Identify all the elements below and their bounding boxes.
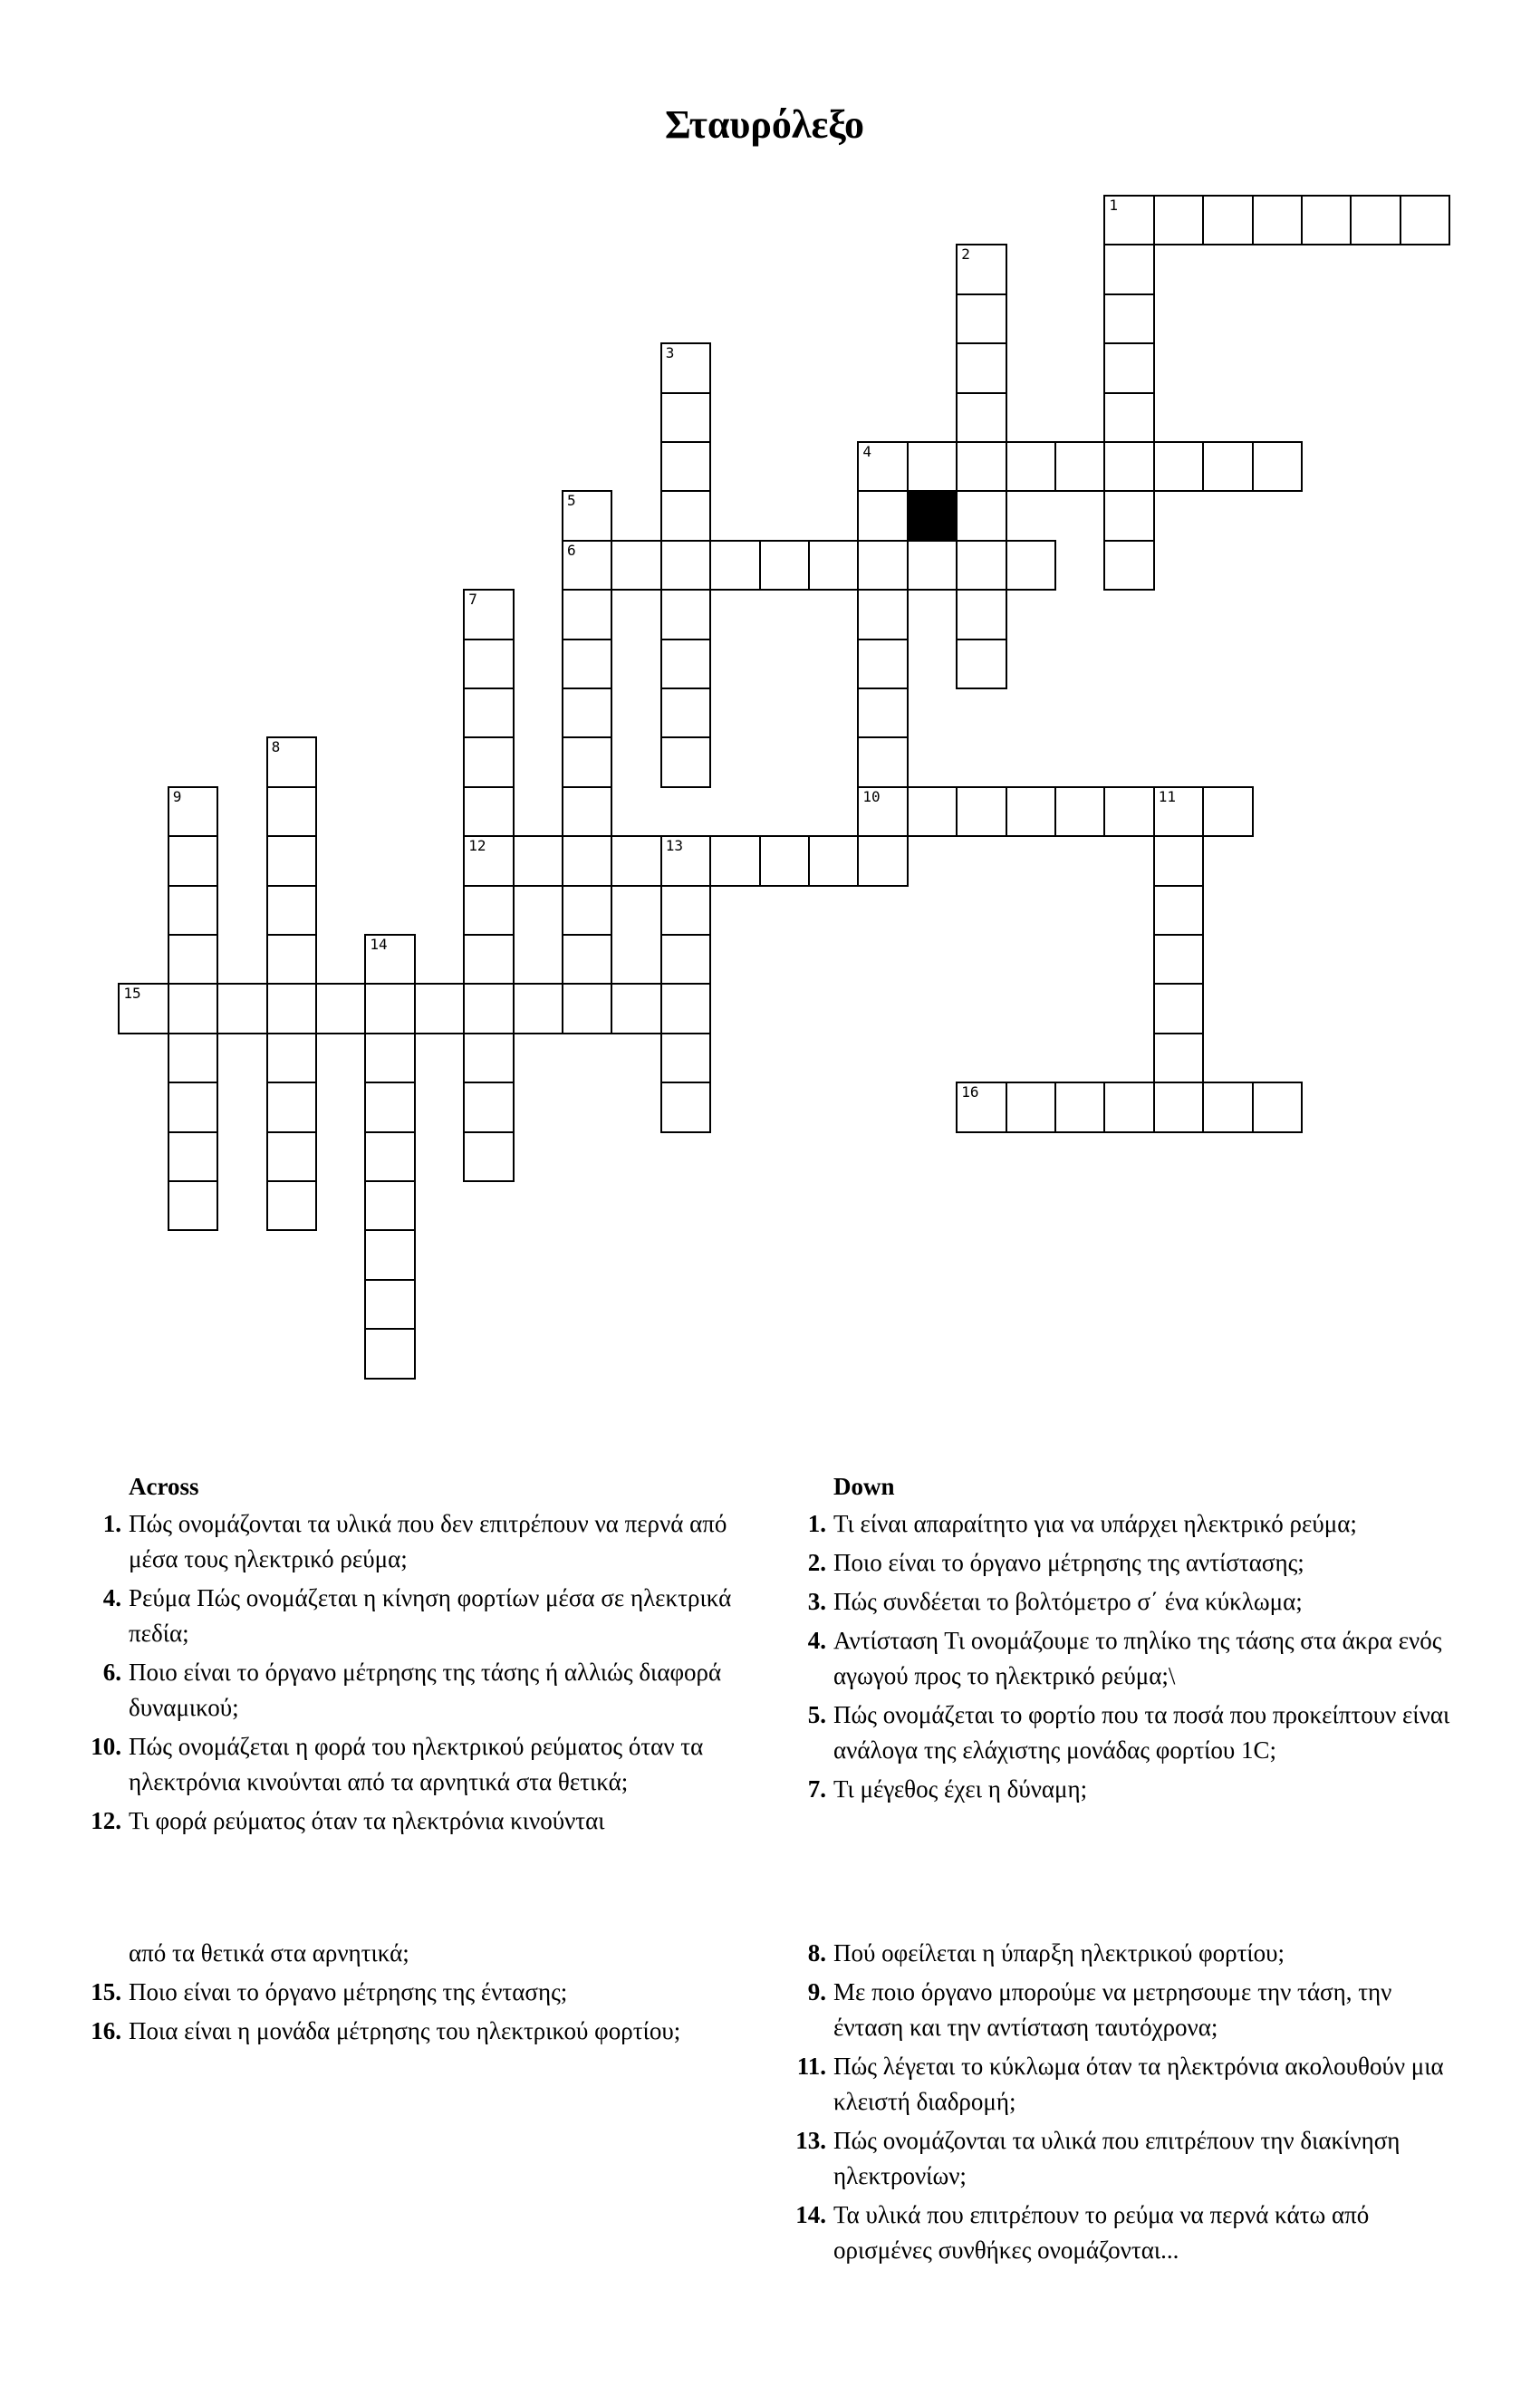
clue-number: 1. [102, 1510, 121, 1537]
clue-number: 6. [102, 1659, 121, 1686]
clue-number: 10. [91, 1733, 121, 1760]
across-clue-12-continuation: από τα θετικά στα αρνητικά; [129, 1939, 409, 1967]
cell-number: 8 [271, 738, 281, 756]
grid-cell[interactable] [1006, 1082, 1056, 1132]
clue-text: Τι φορά ρεύματος όταν τα ηλεκτρόνια κινούνται [129, 1807, 605, 1834]
grid-cell[interactable] [217, 983, 267, 1034]
cell-number: 11 [1158, 787, 1177, 805]
grid-cell[interactable] [660, 639, 711, 689]
grid-cell[interactable] [1153, 441, 1204, 492]
across-clue [74, 1581, 763, 1651]
grid-cell[interactable] [956, 392, 1006, 443]
across-clue [74, 1975, 763, 2010]
grid-cell[interactable] [463, 934, 514, 985]
grid-cell[interactable] [611, 835, 661, 886]
clue-text: Τα υλικά που επιτρέπουν το ρεύμα να περνά κάτω από ορισμένες συνθήκες ονομάζονται... [833, 2201, 1370, 2264]
grid-cell[interactable] [168, 1033, 218, 1083]
grid-cell[interactable] [1252, 195, 1303, 245]
down-clue [779, 2049, 1468, 2120]
grid-cell[interactable] [364, 1328, 415, 1379]
grid-cell[interactable] [168, 1180, 218, 1231]
grid-cell[interactable] [611, 540, 661, 591]
grid-cell[interactable] [562, 540, 612, 591]
grid-cell[interactable] [808, 540, 859, 591]
across-clue [74, 1729, 763, 1800]
grid-cell[interactable] [857, 688, 908, 738]
cell-number: 9 [172, 787, 182, 805]
grid-cell[interactable] [463, 786, 514, 837]
grid-cell[interactable] [364, 1279, 415, 1330]
down-clues-continued [779, 1936, 1468, 2272]
grid-cell[interactable] [364, 934, 415, 985]
grid-cell[interactable] [1103, 392, 1154, 443]
down-clue [779, 1584, 1468, 1620]
clue-text: Πώς ονομάζεται το φορτίο που τα ποσά που προκείπτουν είναι ανάλογα της ελάχιστης μονάδας φορτίου 1C; [833, 1701, 1450, 1764]
grid-cell[interactable] [414, 983, 465, 1034]
cell-number: 15 [123, 985, 141, 1003]
grid-cell[interactable] [956, 342, 1006, 393]
clue-text: Πώς ονομάζεται η φορά του ηλεκτρικού ρεύματος όταν τα ηλεκτρόνια κινούνται από τα αρνητικά στα θετικά; [129, 1733, 704, 1795]
grid-cell[interactable] [562, 934, 612, 985]
cell-number: 3 [665, 344, 675, 362]
grid-cell[interactable] [857, 589, 908, 640]
grid-cell[interactable] [857, 639, 908, 689]
grid-cell[interactable] [1054, 441, 1105, 492]
grid-cell[interactable] [857, 441, 908, 492]
grid-cell[interactable] [266, 736, 317, 787]
cell-number: 6 [567, 541, 576, 559]
grid-cell[interactable] [1103, 342, 1154, 393]
grid-cell[interactable] [1153, 934, 1204, 985]
clue-text: Ποιο είναι το όργανο μέτρησης της τάσης ή αλλιώς διαφορά δυναμικού; [129, 1659, 722, 1721]
grid-cell[interactable] [1054, 786, 1105, 837]
grid-cell[interactable] [1054, 1082, 1105, 1132]
clue-text: Ποιο είναι το όργανο μέτρησης της αντίστασης; [833, 1549, 1304, 1576]
grid-cell[interactable] [660, 835, 711, 886]
down-clue [779, 1697, 1468, 1768]
grid-cell[interactable] [808, 835, 859, 886]
down-clue [779, 1772, 1468, 1807]
grid-cell[interactable] [463, 589, 514, 640]
grid-cell[interactable] [463, 835, 514, 886]
grid-cell[interactable] [956, 786, 1006, 837]
grid-cell[interactable] [266, 1180, 317, 1231]
clue-number: 3. [807, 1588, 826, 1615]
grid-cell[interactable] [956, 490, 1006, 541]
grid-cell[interactable] [168, 835, 218, 886]
grid-cell[interactable] [709, 835, 760, 886]
page-title: Σταυρόλεξο [664, 102, 865, 147]
grid-cell[interactable] [1103, 540, 1154, 591]
grid-cell[interactable] [1153, 835, 1204, 886]
grid-cell[interactable] [1202, 786, 1253, 837]
across-clues [74, 1467, 763, 1842]
grid-cell[interactable] [1153, 1033, 1204, 1083]
grid-cell[interactable] [1252, 1082, 1303, 1132]
grid-cell[interactable] [1103, 293, 1154, 344]
grid-cell[interactable] [857, 490, 908, 541]
clue-text: Πώς ονομάζονται τα υλικά που επιτρέπουν την διακίνηση ηλεκτρονίων; [833, 2127, 1400, 2189]
grid-cell[interactable] [364, 983, 415, 1034]
down-heading: Down [833, 1473, 895, 1500]
grid-cell[interactable] [660, 1082, 711, 1132]
clue-number: 5. [807, 1701, 826, 1728]
grid-cell[interactable] [956, 244, 1006, 294]
grid-cell[interactable] [660, 983, 711, 1034]
down-clue [779, 1545, 1468, 1581]
grid-cell[interactable] [168, 885, 218, 936]
cell-number: 7 [468, 591, 477, 609]
grid-cell[interactable] [660, 342, 711, 393]
clue-number: 9. [807, 1978, 826, 2005]
clue-number: 12. [91, 1807, 121, 1834]
clue-number: 2. [807, 1549, 826, 1576]
grid-cell[interactable] [513, 983, 563, 1034]
grid-cell[interactable] [1400, 195, 1450, 245]
grid-cell[interactable] [364, 1082, 415, 1132]
grid-cell[interactable] [266, 1131, 317, 1182]
grid-cell[interactable] [463, 885, 514, 936]
grid-cell[interactable] [907, 441, 958, 492]
across-clue [74, 1506, 763, 1577]
grid-cell[interactable] [1103, 195, 1154, 245]
grid-cell[interactable] [1202, 195, 1253, 245]
grid-cell[interactable] [907, 786, 958, 837]
grid-cell[interactable] [660, 441, 711, 492]
grid-cell[interactable] [1103, 786, 1154, 837]
grid-cell[interactable] [463, 983, 514, 1034]
cell-number: 14 [370, 936, 388, 953]
clue-text: Ποια είναι η μονάδα μέτρησης του ηλεκτρικού φορτίου; [129, 2017, 681, 2044]
cell-number: 5 [567, 492, 576, 510]
grid-cell[interactable] [956, 639, 1006, 689]
grid-cell[interactable] [1252, 441, 1303, 492]
grid-cell[interactable] [463, 639, 514, 689]
grid-cell[interactable] [1006, 540, 1056, 591]
down-clue [779, 1975, 1468, 2045]
grid-cell[interactable] [1301, 195, 1352, 245]
grid-cell[interactable] [1103, 244, 1154, 294]
grid-cell[interactable] [660, 885, 711, 936]
grid-cell[interactable] [562, 736, 612, 787]
grid-cell[interactable] [611, 983, 661, 1034]
grid-cell[interactable] [562, 786, 612, 837]
grid-cell[interactable] [266, 786, 317, 837]
grid-cell[interactable] [364, 1131, 415, 1182]
clue-text: Τι είναι απαραίτητο για να υπάρχει ηλεκτρικό ρεύμα; [833, 1510, 1357, 1537]
grid-cell[interactable] [463, 1033, 514, 1083]
down-clue [779, 1623, 1468, 1694]
down-clues [779, 1467, 1468, 1811]
across-clue [74, 2014, 763, 2049]
clue-text: Ρεύμα Πώς ονομάζεται η κίνηση φορτίων μέσα σε ηλεκτρικά πεδία; [129, 1584, 732, 1647]
clue-number: 15. [91, 1978, 121, 2005]
grid-cell[interactable] [857, 786, 908, 837]
grid-cell[interactable] [562, 885, 612, 936]
down-clue [779, 1936, 1468, 1971]
grid-cell[interactable] [1153, 195, 1204, 245]
clue-number: 8. [807, 1939, 826, 1967]
grid-cell[interactable] [118, 983, 168, 1034]
grid-cell[interactable] [562, 490, 612, 541]
grid-cell[interactable] [562, 639, 612, 689]
grid-cell[interactable] [364, 1180, 415, 1231]
grid-cell[interactable] [168, 983, 218, 1034]
clue-text: Τι μέγεθος έχει η δύναμη; [833, 1775, 1088, 1803]
cell-number: 1 [1109, 197, 1119, 214]
grid-cell[interactable] [956, 540, 1006, 591]
clue-text: Πώς συνδέεται το βολτόμετρο σ΄ ένα κύκλωμα; [833, 1588, 1303, 1615]
grid-cell[interactable] [660, 392, 711, 443]
cell-number: 10 [862, 787, 881, 805]
grid-cell[interactable] [562, 688, 612, 738]
grid-cell[interactable] [1006, 786, 1056, 837]
grid-cell[interactable] [266, 934, 317, 985]
grid-cell[interactable] [660, 540, 711, 591]
across-heading: Across [129, 1473, 199, 1500]
grid-cell[interactable] [1202, 441, 1253, 492]
grid-cell[interactable] [266, 835, 317, 886]
grid-cell[interactable] [1153, 983, 1204, 1034]
grid-cell[interactable] [1153, 786, 1204, 837]
grid-cell[interactable] [956, 1082, 1006, 1132]
grid-cell[interactable] [956, 293, 1006, 344]
grid-cell[interactable] [1103, 441, 1154, 492]
grid-cell[interactable] [562, 983, 612, 1034]
grid-cell[interactable] [660, 736, 711, 787]
clue-number: 4. [807, 1627, 826, 1654]
grid-cell[interactable] [907, 540, 958, 591]
across-clue [74, 1803, 763, 1839]
grid-cell[interactable] [660, 688, 711, 738]
down-clue [779, 1506, 1468, 1542]
grid-cell[interactable] [660, 490, 711, 541]
grid-cell[interactable] [266, 983, 317, 1034]
grid-cell[interactable] [168, 786, 218, 837]
grid-cell[interactable] [1153, 1082, 1204, 1132]
grid-cell[interactable] [463, 1131, 514, 1182]
grid-cell[interactable] [513, 835, 563, 886]
clue-number: 11. [796, 2053, 826, 2080]
grid-cell[interactable] [1006, 441, 1056, 492]
clue-text: Ποιο είναι το όργανο μέτρησης της έντασης; [129, 1978, 568, 2005]
grid-cell[interactable] [315, 983, 366, 1034]
grid-cell[interactable] [168, 934, 218, 985]
grid-cell[interactable] [266, 1033, 317, 1083]
grid-cell[interactable] [857, 540, 908, 591]
cell-number: 16 [961, 1083, 979, 1101]
grid-cell[interactable] [857, 736, 908, 787]
grid-cell[interactable] [759, 540, 810, 591]
grid-cell[interactable] [1103, 490, 1154, 541]
down-clue [779, 2123, 1468, 2194]
grid-cell[interactable] [660, 589, 711, 640]
grid-cell[interactable] [266, 885, 317, 936]
down-clue [779, 2197, 1468, 2268]
clue-number: 1. [807, 1510, 826, 1537]
clue-text: Πού οφείλεται η ύπαρξη ηλεκτρικού φορτίου; [833, 1939, 1285, 1967]
clue-text: Με ποιο όργανο μπορούμε να μετρησουμε την τάση, την ένταση και την αντίσταση ταυτόχρονα; [833, 1978, 1392, 2041]
grid-cell[interactable] [168, 1131, 218, 1182]
grid-cell[interactable] [956, 589, 1006, 640]
across-clues-continued [74, 1936, 763, 2053]
cell-number: 4 [862, 443, 872, 460]
grid-cell[interactable] [857, 835, 908, 886]
black-cell [907, 490, 958, 541]
grid-cell[interactable] [1153, 885, 1204, 936]
cell-number: 12 [468, 837, 486, 855]
cell-number: 2 [961, 245, 970, 264]
grid-cell[interactable] [463, 688, 514, 738]
clue-number: 13. [795, 2127, 826, 2154]
clue-text: Πώς ονομάζονται τα υλικά που δεν επιτρέπουν να περνά από μέσα τους ηλεκτρικό ρεύμα; [129, 1510, 727, 1572]
grid-cell[interactable] [562, 835, 612, 886]
grid-cell[interactable] [168, 1082, 218, 1132]
clue-number: 14. [795, 2201, 826, 2228]
clue-number: 16. [91, 2017, 121, 2044]
grid-cell[interactable] [759, 835, 810, 886]
across-clue [74, 1655, 763, 1726]
grid-cell[interactable] [562, 589, 612, 640]
grid-cell[interactable] [364, 1033, 415, 1083]
cell-number: 13 [665, 837, 684, 855]
grid-cell[interactable] [956, 441, 1006, 492]
grid-cell[interactable] [364, 1229, 415, 1280]
grid-cell[interactable] [1103, 1082, 1154, 1132]
grid-cell[interactable] [1350, 195, 1400, 245]
grid-cell[interactable] [1202, 1082, 1253, 1132]
grid-cell[interactable] [463, 1082, 514, 1132]
clue-text: Αντίσταση Τι ονομάζουμε το πηλίκο της τάσης στα άκρα ενός αγωγού προς το ηλεκτρικό ρεύμα;\ [833, 1627, 1442, 1689]
grid-cell[interactable] [660, 1033, 711, 1083]
grid-cell[interactable] [266, 1082, 317, 1132]
clue-number: 4. [102, 1584, 121, 1611]
grid-cell[interactable] [660, 934, 711, 985]
clue-number: 7. [807, 1775, 826, 1803]
grid-cell[interactable] [709, 540, 760, 591]
clue-text: Πώς λέγεται το κύκλωμα όταν τα ηλεκτρόνια ακολουθούν μια κλειστή διαδρομή; [833, 2053, 1444, 2115]
grid-cell[interactable] [463, 736, 514, 787]
